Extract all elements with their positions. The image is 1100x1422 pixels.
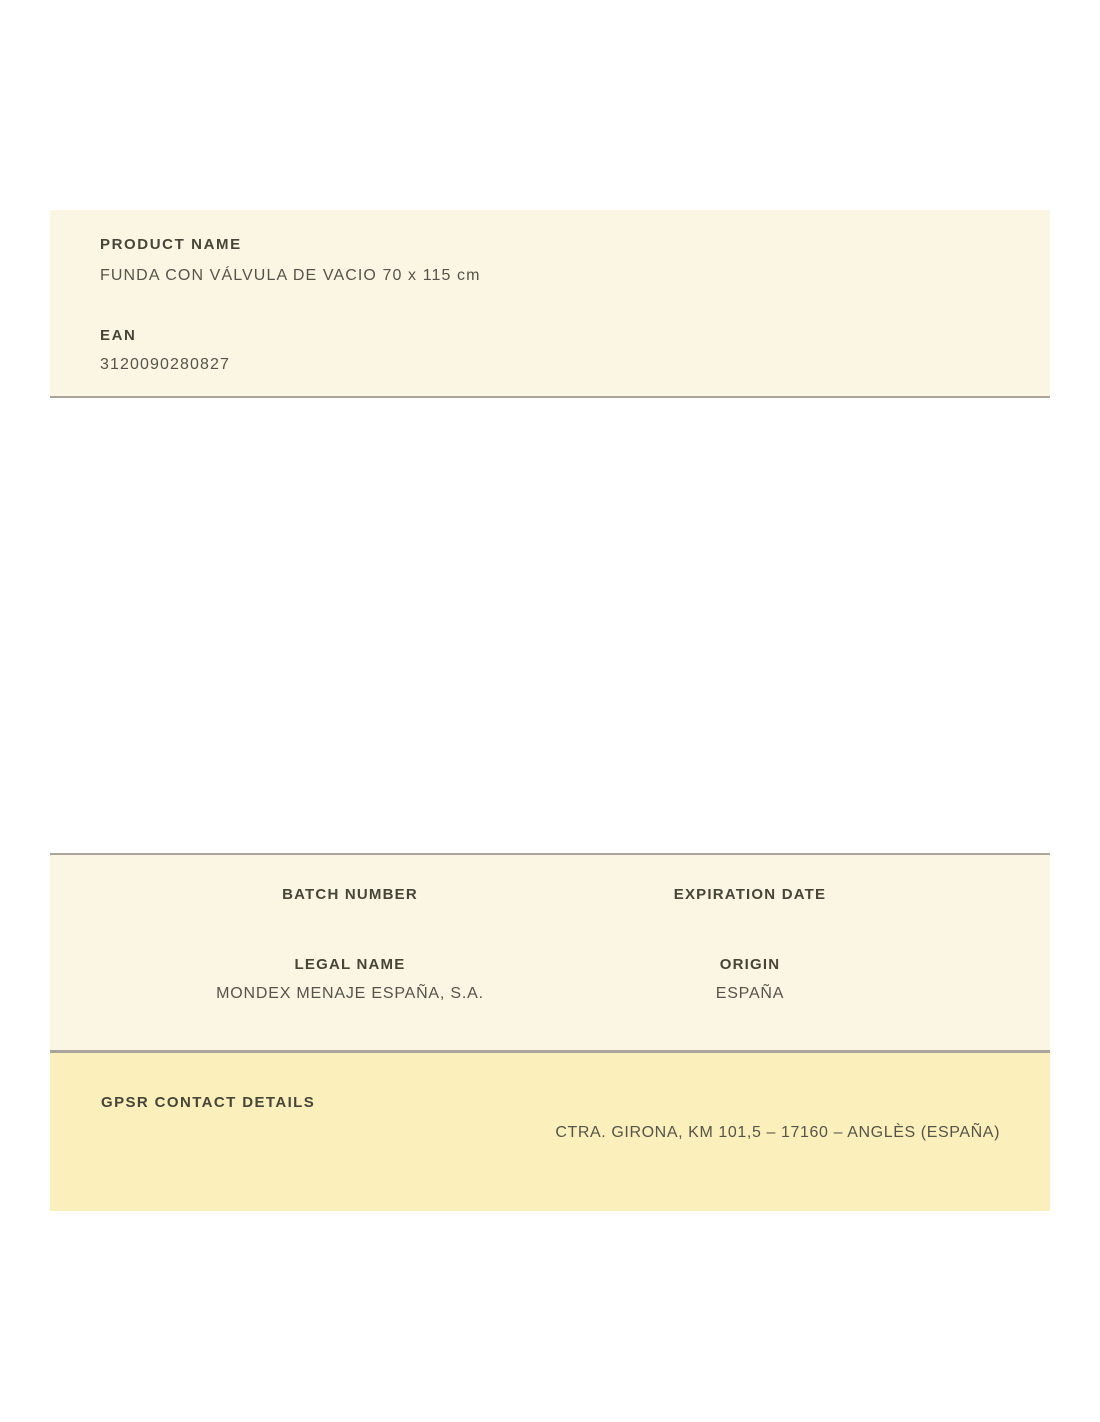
gpsr-contact-label: GPSR CONTACT DETAILS [101,1094,316,1111]
gpsr-contact-address: CTRA. GIRONA, KM 101,5 – 17160 – ANGLÈS (ESPAÑA) [555,1124,1000,1141]
gpsr-contact-section [50,1053,1050,1211]
legal-name-cell [150,956,550,1003]
traceability-detail-row [150,956,950,1003]
legal-name-label: LEGAL NAME [294,956,406,973]
origin-value: ESPAÑA [715,985,785,1002]
batch-number-label: BATCH NUMBER [282,886,418,903]
origin-cell [550,956,950,1003]
product-name-label: PRODUCT NAME [100,236,242,253]
legal-name-value: MONDEX MENAJE ESPAÑA, S.A. [216,985,484,1002]
traceability-section [50,853,1050,1053]
origin-label: ORIGIN [719,956,781,973]
expiration-date-label: EXPIRATION DATE [673,886,827,903]
product-info-section [50,210,1050,398]
expiration-date-cell [550,886,950,904]
ean-value: 3120090280827 [100,356,230,374]
traceability-header-row [150,886,950,904]
product-name-value: FUNDA CON VÁLVULA DE VACIO 70 x 115 cm [100,267,481,284]
ean-label: EAN [100,327,137,345]
batch-number-cell [150,886,550,904]
